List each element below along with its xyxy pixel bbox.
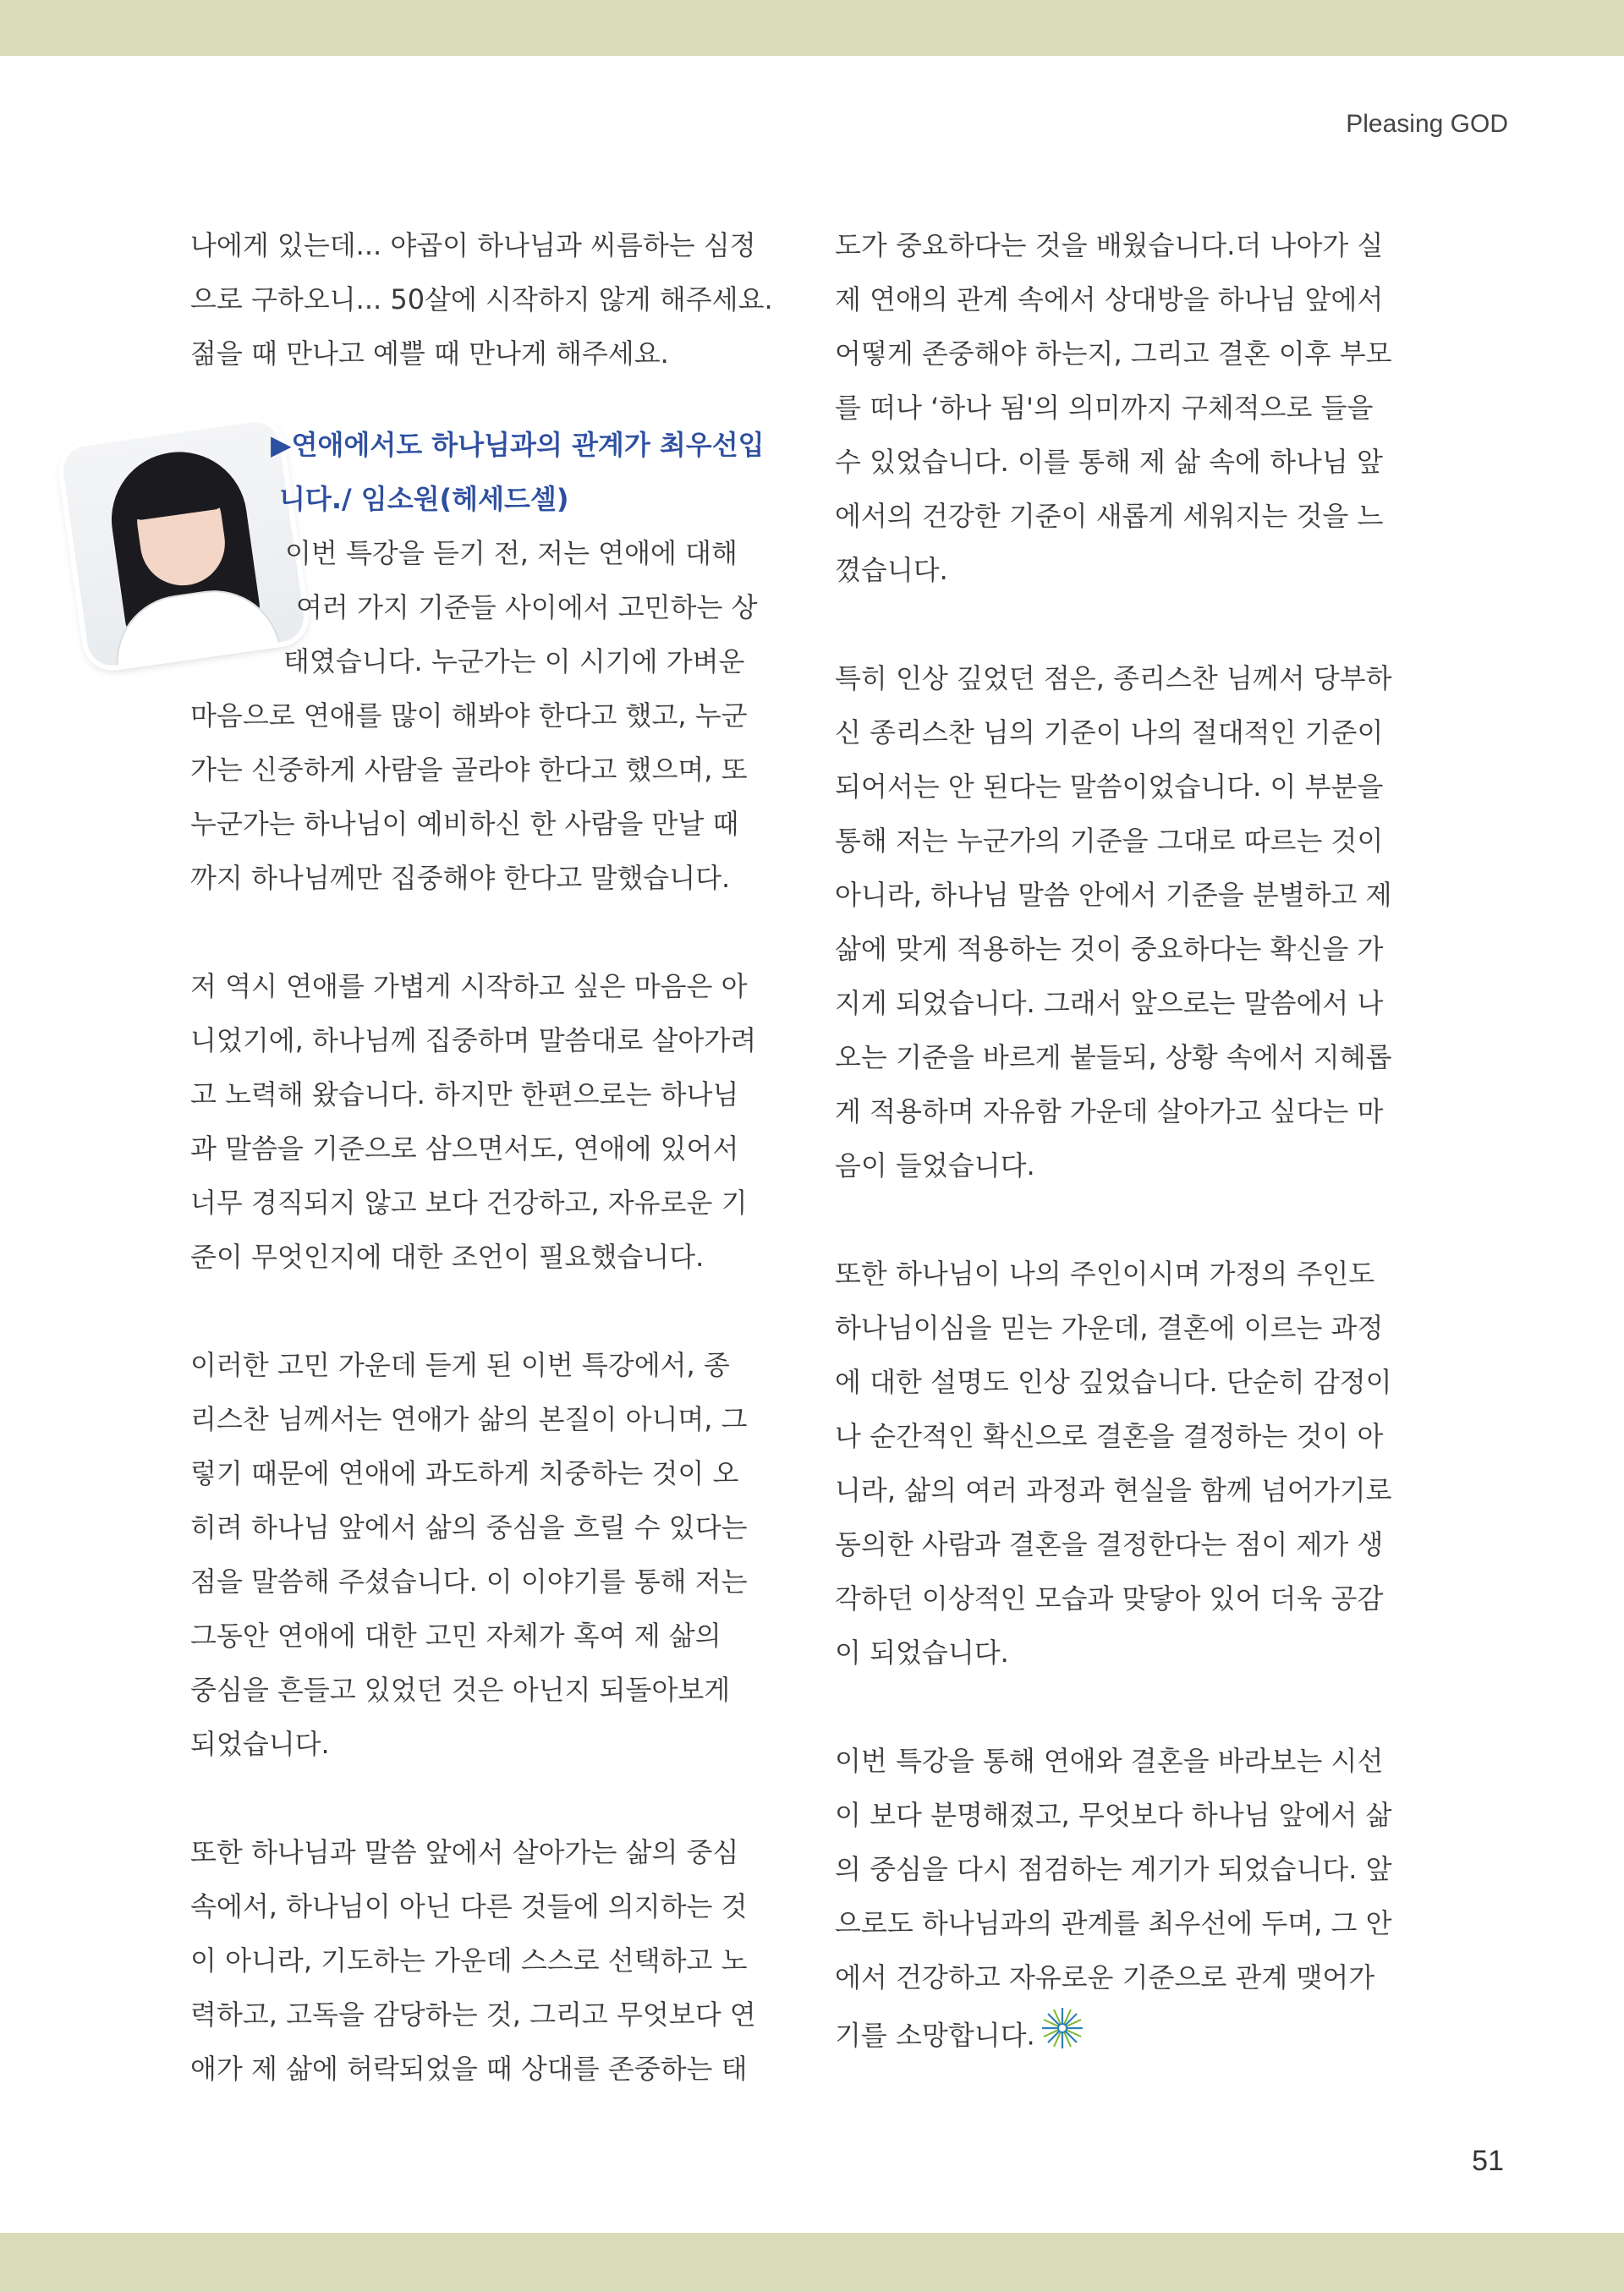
text-line: 고 노력해 왔습니다. 하지만 한편으로는 하나님	[190, 1078, 739, 1110]
text-line: 속에서, 하나님이 아닌 다른 것들에 의지하는 것	[190, 1890, 748, 1922]
text-line: 동의한 사람과 결혼을 결정한다는 점이 제가 생	[835, 1528, 1384, 1560]
text-line: 도가 중요하다는 것을 배웠습니다.더 나아가 실	[835, 229, 1384, 261]
text-line: 이번 특강을 듣기 전, 저는 연애에 대해	[285, 537, 738, 569]
text-line: 으로 구하오니... 50살에 시작하지 않게 해주세요.	[190, 283, 773, 315]
text-line: 점을 말씀해 주셨습니다. 이 이야기를 통해 저는	[190, 1565, 748, 1598]
text-line: 이 보다 분명해졌고, 무엇보다 하나님 앞에서 삶	[835, 1799, 1392, 1831]
paragraph	[190, 959, 782, 1284]
text-line: 의 중심을 다시 점검하는 계기가 되었습니다. 앞	[835, 1853, 1392, 1885]
text-line: 통해 저는 누군가의 기준을 그대로 따르는 것이	[835, 825, 1384, 857]
final-line	[835, 2004, 1427, 2070]
text-line: 애가 제 삶에 허락되었을 때 상대를 존중하는 태	[190, 2053, 748, 2085]
text-line: 되어서는 안 된다는 말씀이었습니다. 이 부분을	[835, 770, 1384, 803]
text-line: 태였습니다. 누군가는 이 시기에 가벼운	[283, 645, 745, 677]
paragraph	[190, 1338, 782, 1771]
text-line: 렇기 때문에 연애에 과도하게 치중하는 것이 오	[190, 1457, 739, 1489]
text-line: 음이 들었습니다.	[835, 1149, 1035, 1182]
text-line: 나에게 있는데... 야곱이 하나님과 씨름하는 심정	[190, 229, 756, 261]
text-line: 이 아니라, 기도하는 가운데 스스로 선택하고 노	[190, 1944, 748, 1977]
text-line: 히려 하나님 앞에서 삶의 중심을 흐릴 수 있다는	[190, 1511, 748, 1544]
text-line: 이러한 고민 가운데 듣게 된 이번 특강에서, 종	[190, 1349, 730, 1381]
text-line: 젊을 때 만나고 예쁠 때 만나게 해주세요.	[190, 337, 669, 370]
text-line: 에서의 건강한 기준이 새롭게 세워지는 것을 느	[835, 500, 1384, 532]
paragraph	[835, 218, 1427, 597]
text-line: 가는 신중하게 사람을 골라야 한다고 했으며, 또	[190, 754, 748, 786]
text-line: 으로도 하나님과의 관계를 최우선에 두며, 그 안	[835, 1907, 1392, 1939]
text-line: 과 말씀을 기준으로 삼으면서도, 연애에 있어서	[190, 1132, 739, 1165]
text-line: 특히 인상 깊었던 점은, 종리스찬 님께서 당부하	[835, 662, 1392, 694]
text-line: 이번 특강을 통해 연애와 결혼을 바라보는 시선	[835, 1745, 1384, 1777]
left-column	[190, 218, 782, 2150]
text-line: 에서 건강하고 자유로운 기준으로 관계 맺어가	[835, 1961, 1375, 1993]
text-line: 여러 가지 기준들 사이에서 고민하는 상	[296, 591, 758, 623]
text-line: 누군가는 하나님이 예비하신 한 사람을 만날 때	[190, 808, 739, 840]
starburst-ornament-icon	[1039, 2004, 1086, 2070]
text-line: 니라, 삶의 여러 과정과 현실을 함께 넘어가기로	[835, 1474, 1392, 1506]
text-line: 신 종리스찬 님의 기준이 나의 절대적인 기준이	[835, 716, 1384, 748]
text-line: 까지 하나님께만 집중해야 한다고 말했습니다.	[190, 862, 731, 894]
text-line: 저 역시 연애를 가볍게 시작하고 싶은 마음은 아	[190, 970, 748, 1002]
text-line: 하나님이심을 믿는 가운데, 결혼에 이르는 과정	[835, 1312, 1384, 1344]
paragraph	[835, 651, 1427, 1193]
text-line: 꼈습니다.	[835, 554, 948, 586]
text-line: 리스찬 님께서는 연애가 삶의 본질이 아니며, 그	[190, 1403, 748, 1435]
text-line: 수 있었습니다. 이를 통해 제 삶 속에 하나님 앞	[835, 446, 1383, 478]
text-line: 기를 소망합니다.	[835, 2019, 1035, 2052]
text-line: 를 떠나 ‘하나 됨'의 의미까지 구체적으로 들을	[835, 392, 1374, 424]
page-number: 51	[1472, 2145, 1504, 2177]
section-header: Pleasing GOD	[1346, 110, 1508, 138]
text-line: 삶에 맞게 적용하는 것이 중요하다는 확신을 가	[835, 933, 1384, 965]
text-line: 마음으로 연애를 많이 해봐야 한다고 했고, 누군	[190, 699, 748, 732]
text-line: 그동안 연애에 대한 고민 자체가 혹여 제 삶의	[190, 1620, 721, 1652]
paragraph	[835, 1734, 1427, 2070]
paragraph	[190, 1825, 782, 2096]
bottom-band	[0, 2233, 1624, 2292]
right-column	[835, 218, 1427, 2124]
paragraph	[190, 218, 782, 381]
text-line: 또한 하나님과 말씀 앞에서 살아가는 삶의 중심	[190, 1836, 739, 1868]
paragraph	[835, 1247, 1427, 1680]
text-line: 또한 하나님이 나의 주인이시며 가정의 주인도	[835, 1258, 1375, 1290]
heading-line: ▶연애에서도 하나님과의 관계가 최우선입	[271, 429, 765, 461]
text-line: 준이 무엇인지에 대한 조언이 필요했습니다.	[190, 1241, 705, 1273]
top-band	[0, 0, 1624, 56]
text-line: 중심을 흔들고 있었던 것은 아닌지 되돌아보게	[190, 1674, 731, 1706]
text-line: 력하고, 고독을 감당하는 것, 그리고 무엇보다 연	[190, 1999, 756, 2031]
paragraph	[190, 526, 782, 905]
text-line: 너무 경직되지 않고 보다 건강하고, 자유로운 기	[190, 1187, 748, 1219]
text-line: 어떻게 존중해야 하는지, 그리고 결혼 이후 부모	[835, 337, 1392, 370]
text-line: 이 되었습니다.	[835, 1637, 1009, 1669]
text-line: 나 순간적인 확신으로 결혼을 결정하는 것이 아	[835, 1420, 1384, 1452]
text-line: 지게 되었습니다. 그래서 앞으로는 말씀에서 나	[835, 987, 1384, 1019]
text-line: 제 연애의 관계 속에서 상대방을 하나님 앞에서	[835, 283, 1384, 315]
text-line: 오는 기준을 바르게 붙들되, 상황 속에서 지혜롭	[835, 1041, 1392, 1073]
text-line: 아니라, 하나님 말씀 안에서 기준을 분별하고 제	[835, 879, 1392, 911]
text-line: 에 대한 설명도 인상 깊었습니다. 단순히 감정이	[835, 1366, 1392, 1398]
text-line: 각하던 이상적인 모습과 맞닿아 있어 더욱 공감	[835, 1582, 1384, 1615]
testimony-heading	[190, 418, 782, 526]
text-line: 게 적용하며 자유함 가운데 살아가고 싶다는 마	[835, 1095, 1384, 1127]
heading-line: 니다./ 임소원(헤세드셀)	[279, 483, 569, 515]
text-line: 되었습니다.	[190, 1728, 330, 1760]
text-line: 니었기에, 하나님께 집중하며 말씀대로 살아가려	[190, 1024, 757, 1056]
